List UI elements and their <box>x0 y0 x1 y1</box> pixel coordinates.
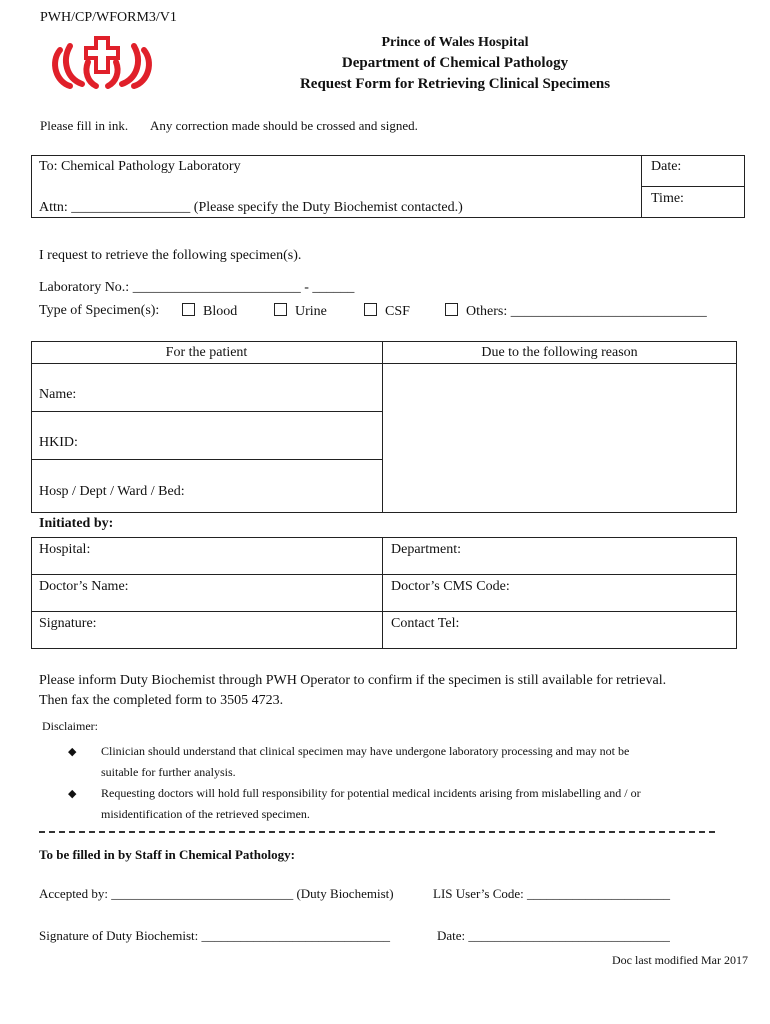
request-intro: I request to retrieve the following specimen(s). <box>39 248 302 263</box>
specimen-type-label: Type of Specimen(s): <box>39 303 160 318</box>
checkbox-icon <box>274 303 287 316</box>
disclaimer-heading: Disclaimer: <box>42 719 98 733</box>
cut-line <box>39 831 715 833</box>
checkbox-others[interactable]: Others: ____________________________ <box>445 303 707 320</box>
checkbox-csf[interactable]: CSF <box>364 303 410 320</box>
date-field[interactable]: Date: <box>651 159 682 174</box>
inform-line-1: Please inform Duty Biochemist through PWH Operator to confirm if the specimen is still available for retrieval. <box>39 673 667 688</box>
disclaimer-item-1-line-1: Clinician should understand that clinical specimen may have undergone laboratory processing and may not be <box>101 744 630 758</box>
form-title: Request Form for Retrieving Clinical Specimens <box>299 76 611 92</box>
checkbox-icon <box>445 303 458 316</box>
accepted-by-field[interactable]: Accepted by: ____________________________ (Duty Biochemist) <box>39 886 394 901</box>
doctor-name-field[interactable]: Doctor’s Name: <box>39 579 129 594</box>
initiated-department-field[interactable]: Department: <box>391 542 461 557</box>
initiated-table <box>31 537 737 649</box>
checkbox-icon <box>364 303 377 316</box>
checkbox-urine[interactable]: Urine <box>274 303 327 320</box>
initiated-hospital-field[interactable]: Hospital: <box>39 542 91 557</box>
bullet-icon: ◆ <box>68 746 77 758</box>
patient-location-field[interactable]: Hosp / Dept / Ward / Bed: <box>39 484 185 499</box>
hospital-name: Prince of Wales Hospital <box>381 35 529 50</box>
header-patient: For the patient <box>165 345 248 360</box>
time-field[interactable]: Time: <box>651 191 684 206</box>
disclaimer-item-2-line-1: Requesting doctors will hold full responsibility for potential medical incidents arising from mislabelling and / or <box>101 786 641 800</box>
staff-heading: To be filled in by Staff in Chemical Pathology: <box>39 847 295 862</box>
checkbox-blood[interactable]: Blood <box>182 303 237 320</box>
initiated-heading: Initiated by: <box>39 516 114 531</box>
doctor-cms-code-field[interactable]: Doctor’s CMS Code: <box>391 579 510 594</box>
form-code: PWH/CP/WFORM3/V1 <box>40 10 177 25</box>
header-reason: Due to the following reason <box>481 345 638 360</box>
attn-field[interactable]: Attn: _________________ (Please specify the Duty Biochemist contacted.) <box>39 200 463 215</box>
instruction-ink: Please fill in ink. <box>40 118 129 133</box>
patient-name-field[interactable]: Name: <box>39 387 77 402</box>
staff-date-field[interactable]: Date: _______________________________ <box>437 928 670 943</box>
patient-hkid-field[interactable]: HKID: <box>39 435 78 450</box>
inform-line-2: Then fax the completed form to 3505 4723. <box>39 693 284 708</box>
hospital-logo <box>48 32 156 92</box>
lab-no-field[interactable]: Laboratory No.: ________________________ - ______ <box>39 280 355 295</box>
checkbox-icon <box>182 303 195 316</box>
to-lab: To: Chemical Pathology Laboratory <box>39 159 241 174</box>
signature-field[interactable]: Signature: <box>39 616 97 631</box>
department-name: Department of Chemical Pathology <box>341 55 569 71</box>
instruction-correction: Any correction made should be crossed and signed. <box>150 118 418 133</box>
contact-tel-field[interactable]: Contact Tel: <box>391 616 460 631</box>
disclaimer-item-1-line-2: suitable for further analysis. <box>101 765 236 779</box>
disclaimer-item-2-line-2: misidentification of the retrieved specimen. <box>101 807 310 821</box>
bullet-icon: ◆ <box>68 788 77 800</box>
lis-code-field[interactable]: LIS User’s Code: ______________________ <box>433 886 671 901</box>
doc-modified-note: Doc last modified Mar 2017 <box>612 953 748 967</box>
biochemist-signature-field[interactable]: Signature of Duty Biochemist: _____________________________ <box>39 928 390 943</box>
